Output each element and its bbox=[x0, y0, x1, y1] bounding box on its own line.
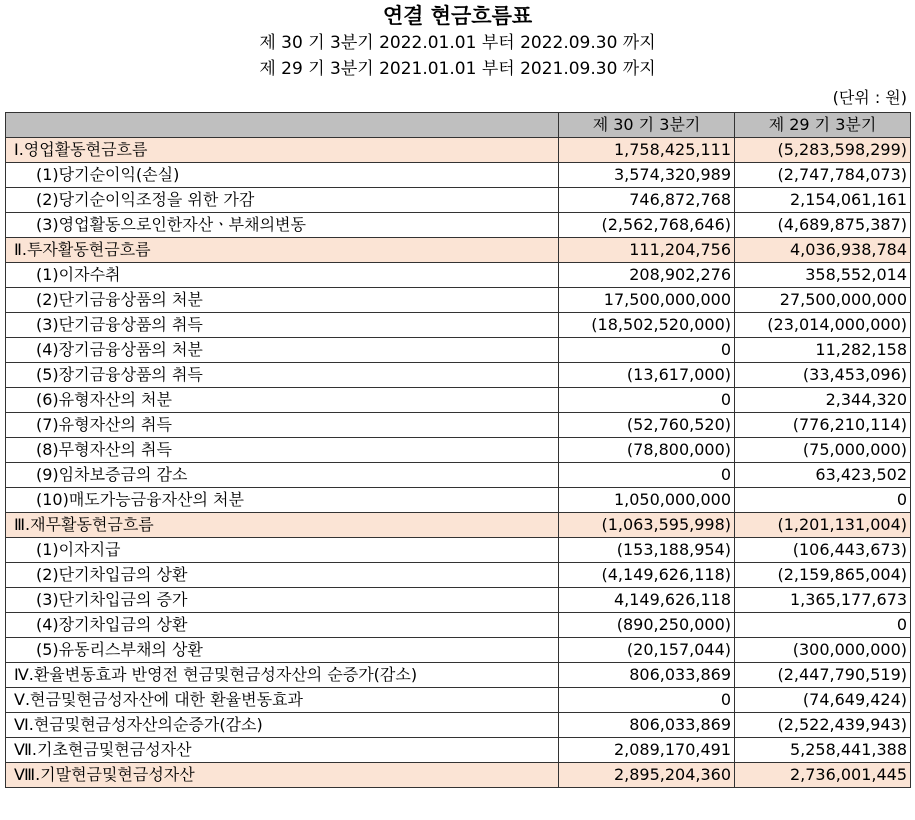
current-period-value: (13,617,000) bbox=[559, 363, 735, 388]
current-period-value: (4,149,626,118) bbox=[559, 563, 735, 588]
table-row bbox=[6, 663, 911, 688]
table-row bbox=[6, 188, 911, 213]
prior-period-value: 5,258,441,388 bbox=[735, 738, 911, 763]
table-row bbox=[6, 688, 911, 713]
row-label: Ⅲ.재무활동현금흐름 bbox=[6, 513, 559, 538]
prior-period-value: (33,453,096) bbox=[735, 363, 911, 388]
table-row bbox=[6, 513, 911, 538]
prior-period-value: (776,210,114) bbox=[735, 413, 911, 438]
row-label: (1)당기순이익(손실) bbox=[6, 163, 559, 188]
table-row bbox=[6, 238, 911, 263]
table-row bbox=[6, 338, 911, 363]
header-prior-period: 제 29 기 3분기 bbox=[735, 113, 911, 138]
row-label: (9)임차보증금의 감소 bbox=[6, 463, 559, 488]
row-label: (7)유형자산의 취득 bbox=[6, 413, 559, 438]
row-label: (4)장기차입금의 상환 bbox=[6, 613, 559, 638]
current-period-value: (890,250,000) bbox=[559, 613, 735, 638]
prior-period-value: 11,282,158 bbox=[735, 338, 911, 363]
table-body bbox=[6, 138, 911, 788]
table-header-row bbox=[6, 113, 911, 138]
current-period-value: (2,562,768,646) bbox=[559, 213, 735, 238]
current-period-value: (52,760,520) bbox=[559, 413, 735, 438]
current-period-value: 0 bbox=[559, 338, 735, 363]
prior-period-value: 63,423,502 bbox=[735, 463, 911, 488]
row-label: (1)이자수취 bbox=[6, 263, 559, 288]
prior-period-value: (1,201,131,004) bbox=[735, 513, 911, 538]
prior-period-value: 2,736,001,445 bbox=[735, 763, 911, 788]
row-label: (5)장기금융상품의 취득 bbox=[6, 363, 559, 388]
prior-period-value: 2,154,061,161 bbox=[735, 188, 911, 213]
row-label: (3)단기차입금의 증가 bbox=[6, 588, 559, 613]
header-label-cell bbox=[6, 113, 559, 138]
table-row bbox=[6, 413, 911, 438]
current-period-value: 3,574,320,989 bbox=[559, 163, 735, 188]
prior-period-value: 0 bbox=[735, 488, 911, 513]
current-period-value: 0 bbox=[559, 463, 735, 488]
current-period-value: 2,089,170,491 bbox=[559, 738, 735, 763]
current-period-value: 17,500,000,000 bbox=[559, 288, 735, 313]
prior-period-value: (5,283,598,299) bbox=[735, 138, 911, 163]
prior-period-value: 0 bbox=[735, 613, 911, 638]
table-row bbox=[6, 713, 911, 738]
prior-period-value: 27,500,000,000 bbox=[735, 288, 911, 313]
current-period-value: (78,800,000) bbox=[559, 438, 735, 463]
current-period-value: (1,063,595,998) bbox=[559, 513, 735, 538]
current-period-value: 0 bbox=[559, 388, 735, 413]
prior-period-value: 2,344,320 bbox=[735, 388, 911, 413]
table-row bbox=[6, 563, 911, 588]
current-period-value: (18,502,520,000) bbox=[559, 313, 735, 338]
prior-period-value: (23,014,000,000) bbox=[735, 313, 911, 338]
document-title: 연결 현금흐름표 bbox=[382, 4, 533, 28]
current-period-value: 111,204,756 bbox=[559, 238, 735, 263]
table-row bbox=[6, 763, 911, 788]
row-label: Ⅵ.현금및현금성자산의순증가(감소) bbox=[6, 713, 559, 738]
table-row bbox=[6, 363, 911, 388]
current-period-value: 746,872,768 bbox=[559, 188, 735, 213]
table-row bbox=[6, 388, 911, 413]
row-label: (3)단기금융상품의 취득 bbox=[6, 313, 559, 338]
prior-period-value: (2,747,784,073) bbox=[735, 163, 911, 188]
row-label: (2)단기차입금의 상환 bbox=[6, 563, 559, 588]
row-label: (6)유형자산의 처분 bbox=[6, 388, 559, 413]
current-period-value: 208,902,276 bbox=[559, 263, 735, 288]
header-current-period: 제 30 기 3분기 bbox=[559, 113, 735, 138]
prior-period-value: (300,000,000) bbox=[735, 638, 911, 663]
row-label: Ⅴ.현금및현금성자산에 대한 환율변동효과 bbox=[6, 688, 559, 713]
prior-period-value: (2,159,865,004) bbox=[735, 563, 911, 588]
current-period-value: 806,033,869 bbox=[559, 663, 735, 688]
table-row bbox=[6, 213, 911, 238]
period-prior: 제 29 기 3분기 2021.01.01 부터 2021.09.30 까지 bbox=[259, 59, 656, 79]
table-row bbox=[6, 313, 911, 338]
current-period-value: (20,157,044) bbox=[559, 638, 735, 663]
table-row bbox=[6, 263, 911, 288]
current-period-value: 0 bbox=[559, 688, 735, 713]
table-row bbox=[6, 288, 911, 313]
prior-period-value: 4,036,938,784 bbox=[735, 238, 911, 263]
row-label: Ⅷ.기말현금및현금성자산 bbox=[6, 763, 559, 788]
row-label: Ⅳ.환율변동효과 반영전 현금및현금성자산의 순증가(감소) bbox=[6, 663, 559, 688]
prior-period-value: (74,649,424) bbox=[735, 688, 911, 713]
row-label: (2)당기순이익조정을 위한 가감 bbox=[6, 188, 559, 213]
row-label: (2)단기금융상품의 처분 bbox=[6, 288, 559, 313]
table-row bbox=[6, 613, 911, 638]
current-period-value: 2,895,204,360 bbox=[559, 763, 735, 788]
prior-period-value: (75,000,000) bbox=[735, 438, 911, 463]
table-row bbox=[6, 588, 911, 613]
current-period-value: (153,188,954) bbox=[559, 538, 735, 563]
table-row bbox=[6, 438, 911, 463]
row-label: (8)무형자산의 취득 bbox=[6, 438, 559, 463]
row-label: (1)이자지급 bbox=[6, 538, 559, 563]
row-label: Ⅱ.투자활동현금흐름 bbox=[6, 238, 559, 263]
prior-period-value: (2,522,439,943) bbox=[735, 713, 911, 738]
table-row bbox=[6, 488, 911, 513]
table-row bbox=[6, 463, 911, 488]
prior-period-value: (2,447,790,519) bbox=[735, 663, 911, 688]
row-label: Ⅰ.영업활동현금흐름 bbox=[6, 138, 559, 163]
table-row bbox=[6, 538, 911, 563]
prior-period-value: 1,365,177,673 bbox=[735, 588, 911, 613]
current-period-value: 1,758,425,111 bbox=[559, 138, 735, 163]
prior-period-value: (4,689,875,387) bbox=[735, 213, 911, 238]
table-row bbox=[6, 738, 911, 763]
current-period-value: 4,149,626,118 bbox=[559, 588, 735, 613]
table-row bbox=[6, 638, 911, 663]
row-label: Ⅶ.기초현금및현금성자산 bbox=[6, 738, 559, 763]
unit-label: (단위 : 원) bbox=[832, 88, 907, 107]
row-label: (4)장기금융상품의 처분 bbox=[6, 338, 559, 363]
prior-period-value: (106,443,673) bbox=[735, 538, 911, 563]
row-label: (3)영업활동으로인한자산ㆍ부채의변동 bbox=[6, 213, 559, 238]
cash-flow-table bbox=[5, 112, 911, 788]
current-period-value: 806,033,869 bbox=[559, 713, 735, 738]
table-row bbox=[6, 138, 911, 163]
prior-period-value: 358,552,014 bbox=[735, 263, 911, 288]
table-row bbox=[6, 163, 911, 188]
current-period-value: 1,050,000,000 bbox=[559, 488, 735, 513]
period-current: 제 30 기 3분기 2022.01.01 부터 2022.09.30 까지 bbox=[259, 33, 656, 53]
row-label: (5)유동리스부채의 상환 bbox=[6, 638, 559, 663]
row-label: (10)매도가능금융자산의 처분 bbox=[6, 488, 559, 513]
